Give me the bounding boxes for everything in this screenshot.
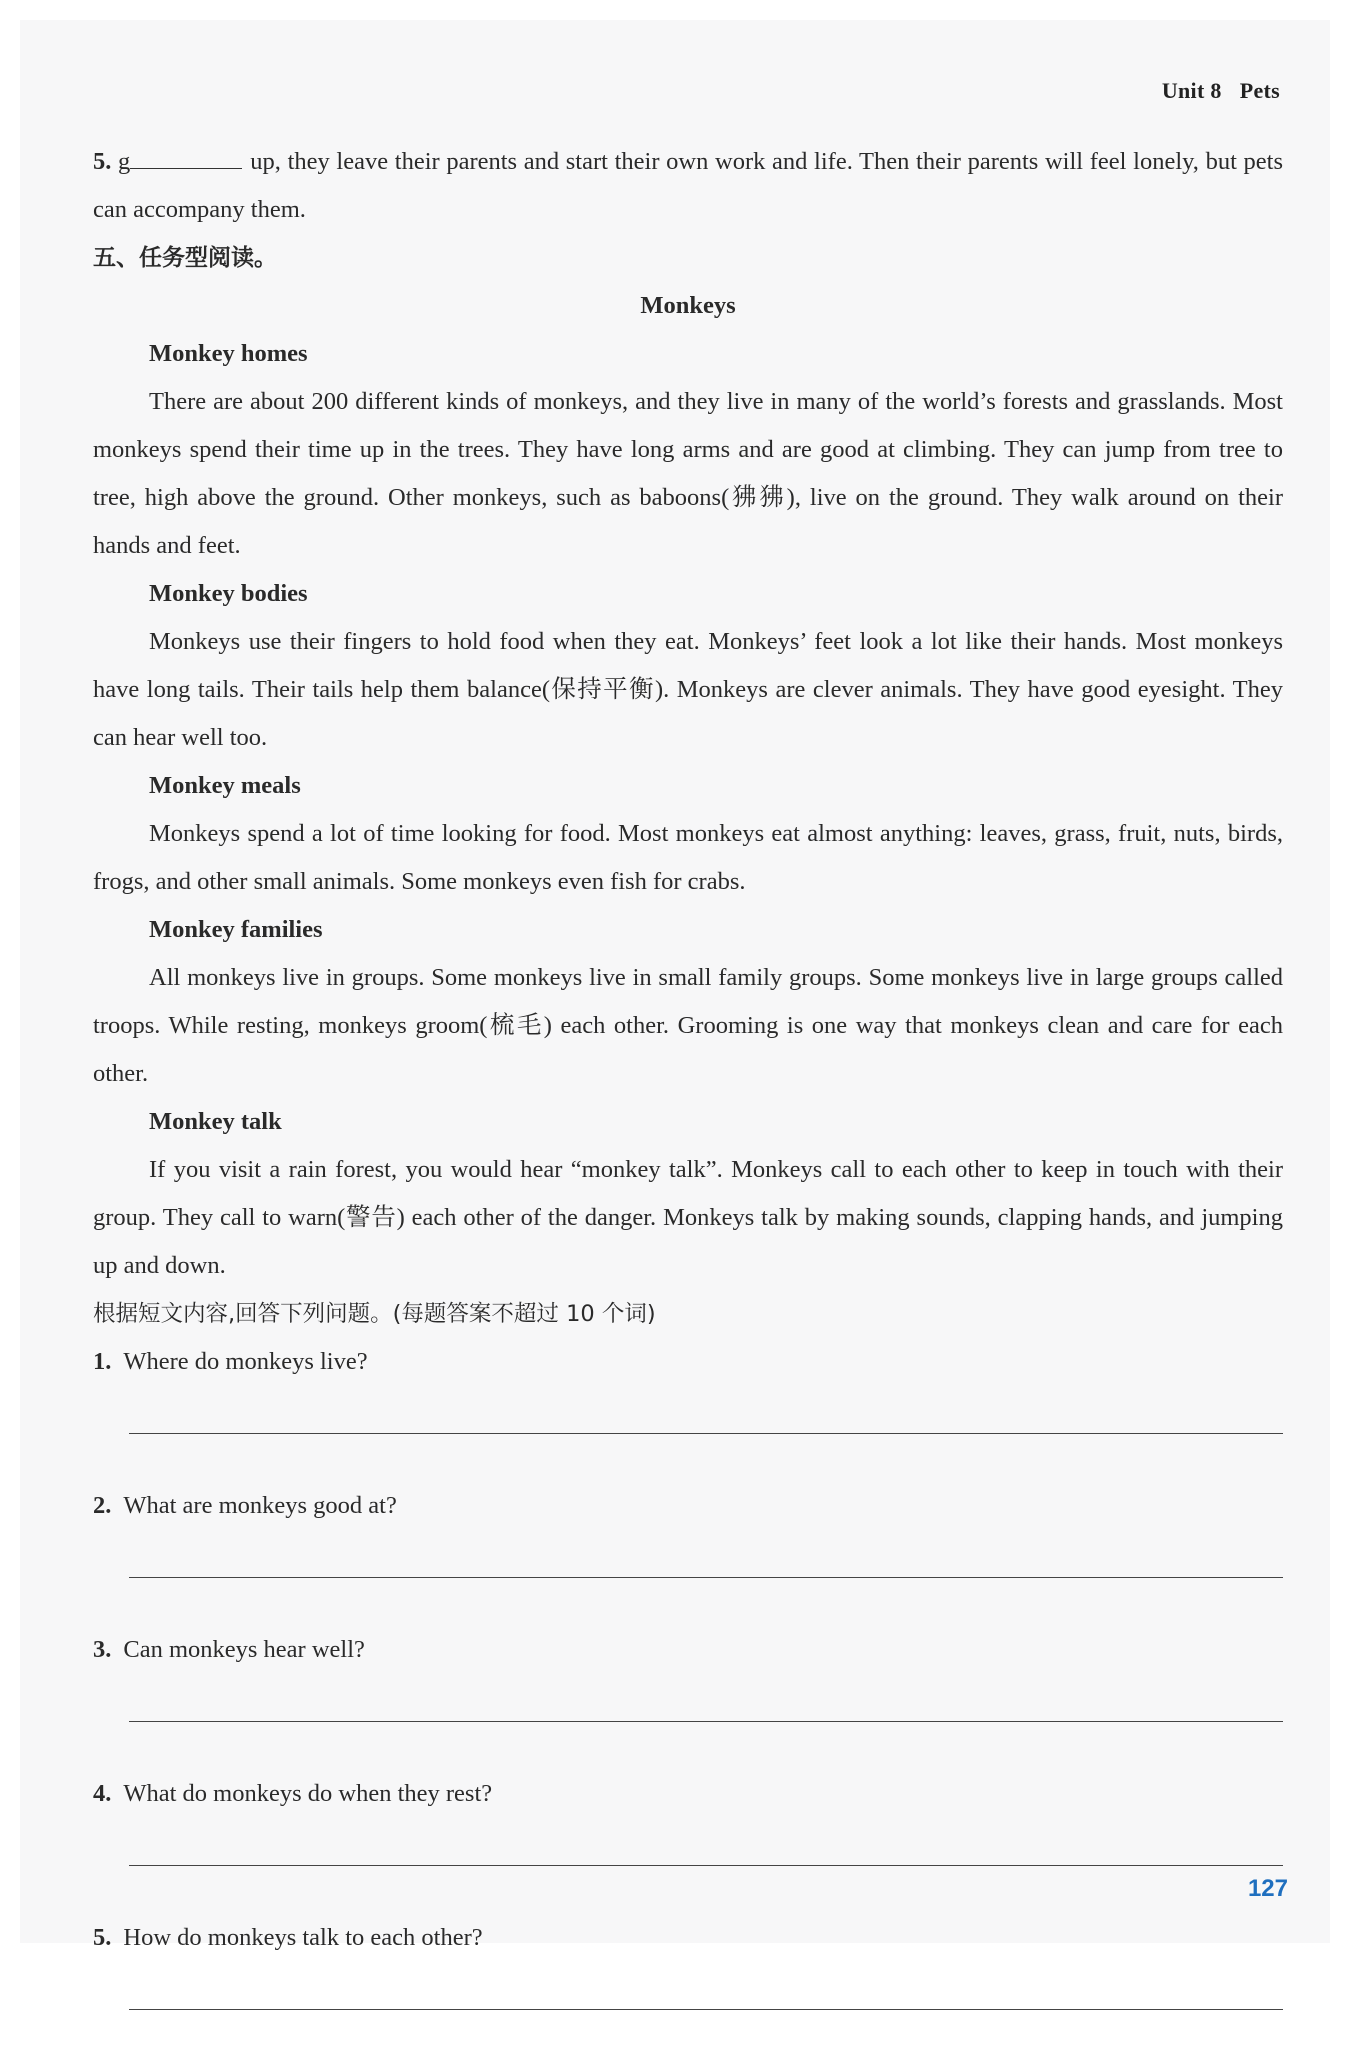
section-text-bodies: Monkeys use their fingers to hold food when they eat. Monkeys’ feet look a lot like their hands. Most monkeys have long tails. Their tails help them balance(保持平衡). Monkeys are clever animals. They have good eyesight. They can hear well too. bbox=[93, 628, 1283, 751]
section-heading-homes: Monkey homes bbox=[149, 340, 308, 367]
section-text-homes: There are about 200 different kinds of monkeys, and they live in many of the world’s forests and grasslands. Most monkeys spend their time up in the trees. They have long arms and are good at climbing. They can jump from tree to tree, high above the ground. Other monkeys, such as baboons(狒狒), live on the ground. They walk around on their hands and feet. bbox=[93, 388, 1283, 559]
question-text: Can monkeys hear well? bbox=[123, 1636, 365, 1663]
question-text: What do monkeys do when they rest? bbox=[123, 1780, 493, 1807]
section-text-talk: If you visit a rain forest, you would hear “monkey talk”. Monkeys call to each other to keep in touch with their group. They call to warn(警告) each other of the danger. Monkeys talk by making sounds, clapping hands, and jumping up and down. bbox=[93, 1156, 1283, 1279]
page-number: 127 bbox=[1247, 1875, 1288, 1902]
page-header bbox=[1162, 78, 1280, 104]
section-heading-meals: Monkey meals bbox=[149, 772, 301, 799]
worksheet-page bbox=[20, 20, 1330, 1951]
question-1 bbox=[93, 1338, 1283, 1386]
unit-label: Unit 8 bbox=[1161, 78, 1222, 103]
question-number: 3. bbox=[93, 1636, 112, 1663]
answer-line-1[interactable] bbox=[129, 1386, 1283, 1434]
answer-line-4[interactable] bbox=[129, 1818, 1283, 1866]
section-text-meals: Monkeys spend a lot of time looking for food. Most monkeys eat almost anything: leaves, grass, fruit, nuts, birds, frogs, and other small animals. Some monkeys even fish for crabs. bbox=[93, 820, 1283, 895]
question-4 bbox=[93, 1770, 1283, 1818]
question-3 bbox=[93, 1626, 1283, 1674]
previous-exercise-item bbox=[93, 138, 1283, 234]
question-text: Where do monkeys live? bbox=[123, 1348, 368, 1375]
question-text: What are monkeys good at? bbox=[123, 1492, 397, 1519]
answer-line-2[interactable] bbox=[129, 1530, 1283, 1578]
question-number: 5. bbox=[93, 1924, 112, 1951]
section-text-families: All monkeys live in groups. Some monkeys live in small family groups. Some monkeys live in large groups called troops. While resting, monkeys groom(梳毛) each other. Grooming is one way that monkeys clean and care for each other. bbox=[93, 964, 1283, 1087]
section-title: 五、任务型阅读。 bbox=[93, 245, 277, 271]
question-instruction: 根据短文内容,回答下列问题。(每题答案不超过 10 个词) bbox=[93, 1301, 656, 1327]
answer-line-5[interactable] bbox=[129, 1962, 1283, 2010]
section-heading-bodies: Monkey bodies bbox=[149, 580, 308, 607]
question-text: How do monkeys talk to each other? bbox=[123, 1924, 483, 1951]
blank-prefix: g bbox=[118, 148, 131, 175]
section-heading-talk: Monkey talk bbox=[149, 1108, 282, 1135]
page-content bbox=[93, 138, 1283, 2058]
answer-line-3[interactable] bbox=[129, 1674, 1283, 1722]
question-list bbox=[93, 1338, 1283, 2010]
item-text: up, they leave their parents and start their own work and life. Then their parents will feel lonely, but pets can accompany them. bbox=[93, 148, 1283, 223]
question-number: 1. bbox=[93, 1348, 112, 1375]
question-number: 4. bbox=[93, 1780, 112, 1807]
question-number: 2. bbox=[93, 1492, 112, 1519]
question-2 bbox=[93, 1482, 1283, 1530]
unit-topic: Pets bbox=[1239, 78, 1280, 103]
passage-title: Monkeys bbox=[640, 292, 736, 319]
item-number: 5. bbox=[93, 148, 112, 175]
section-heading-families: Monkey families bbox=[149, 916, 323, 943]
fill-in-blank[interactable] bbox=[130, 148, 242, 169]
question-5 bbox=[93, 1914, 1283, 1962]
